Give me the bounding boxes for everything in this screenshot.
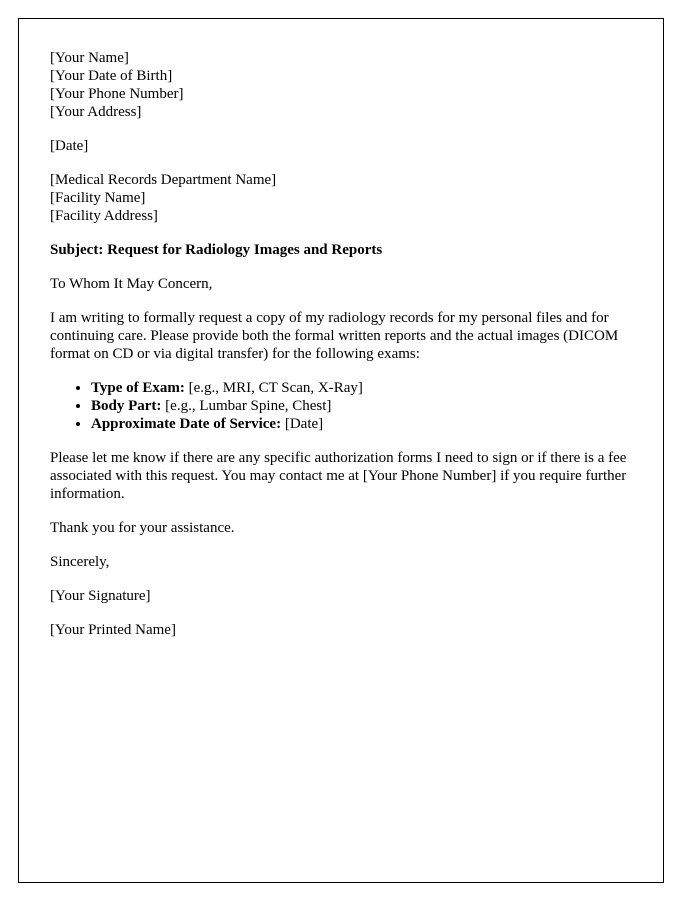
exam-type-value: [e.g., MRI, CT Scan, X-Ray] [188, 380, 363, 396]
letter-page [18, 18, 664, 883]
recipient-facility-address: [Facility Address] [50, 208, 158, 224]
date-block [50, 137, 629, 155]
body-part-value: [e.g., Lumbar Spine, Chest] [165, 398, 332, 414]
thanks-line: Thank you for your assistance. [50, 520, 235, 536]
date-line: [Date] [50, 138, 89, 154]
exam-list-item-date [91, 415, 629, 433]
body-part-label: Body Part: [91, 398, 162, 414]
recipient-block [50, 171, 629, 225]
service-date-value: [Date] [284, 416, 324, 432]
recipient-department: [Medical Records Department Name] [50, 172, 277, 188]
signature-line: [Your Signature] [50, 588, 151, 604]
salutation: To Whom It May Concern, [50, 276, 213, 292]
sender-name: [Your Name] [50, 50, 129, 66]
closing-line: Sincerely, [50, 554, 110, 570]
subject-line: Subject: Request for Radiology Images and Reports [50, 242, 383, 258]
paragraph-request: I am writing to formally request a copy of my radiology records for my personal files and for continuing care. Please provide both the formal written reports and the actual images (DICOM format on CD or via digital transfer) for the following exams: [50, 310, 619, 362]
sender-address: [Your Address] [50, 104, 142, 120]
printed-name-line: [Your Printed Name] [50, 622, 176, 638]
exam-list-item-type [91, 379, 629, 397]
sender-phone: [Your Phone Number] [50, 86, 184, 102]
sender-dob: [Your Date of Birth] [50, 68, 173, 84]
exam-list [50, 379, 629, 433]
exam-type-label: Type of Exam: [91, 380, 185, 396]
sender-block [50, 49, 629, 121]
recipient-facility-name: [Facility Name] [50, 190, 146, 206]
paragraph-authorization: Please let me know if there are any specific authorization forms I need to sign or if there is a fee associated with this request. You may contact me at [Your Phone Number] if you require further information. [50, 450, 627, 502]
service-date-label: Approximate Date of Service: [91, 416, 282, 432]
exam-list-item-bodypart [91, 397, 629, 415]
